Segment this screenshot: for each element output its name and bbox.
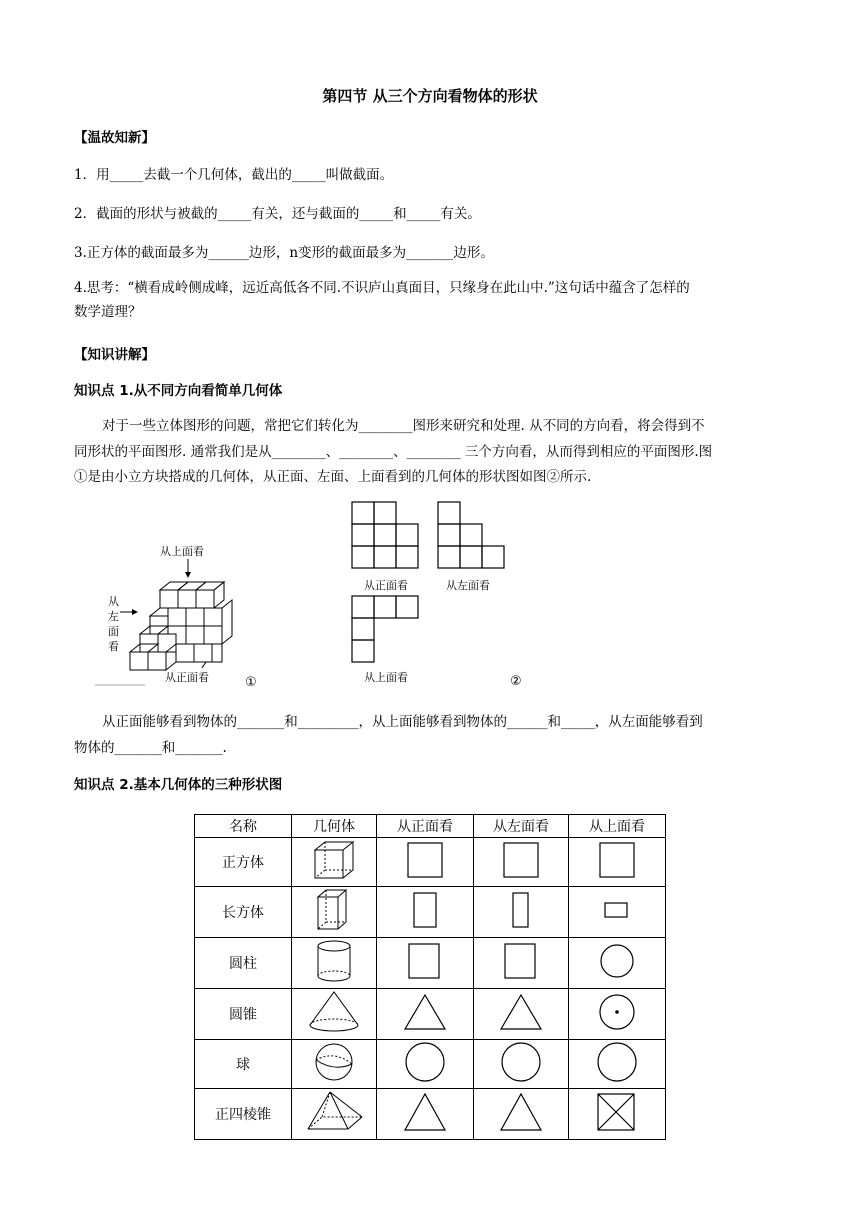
rectangle-icon [501,941,541,981]
question-4-line-2: 数学道理？ [74,304,142,320]
header-left: 从左面看 [474,815,569,838]
table-row [195,887,666,938]
header-solid: 几何体 [292,815,377,838]
fill-in-line-2: 物体的_______和_______. [74,740,227,756]
knowledge-point-2-title: 知识点 2.基本几何体的三种形状图 [74,777,283,793]
rectangle-icon [405,941,445,981]
row-name: 圆柱 [195,938,292,989]
circle-icon [499,1040,543,1084]
rectangle-tall-icon [410,890,440,930]
rectangle-narrow-icon [509,890,533,930]
header-front: 从正面看 [377,815,474,838]
table-row [195,938,666,989]
fig1-label-left-2: 左 [108,610,119,623]
question-4-line-1: 4.思考：“横看成岭侧成峰，远近高低各不同.不识庐山真面目，只缘身在此山中.”这句话中蕴含了怎样的 [74,280,690,296]
question-3: 3.正方体的截面最多为______边形，n变形的截面最多为_______边形。 [74,245,494,261]
header-name: 名称 [195,815,292,838]
table-row [195,1040,666,1089]
fig1-label-top: 从上面看 [160,545,204,558]
fig1-label-front: 从正面看 [165,671,209,684]
fig2-label-front: 从正面看 [364,579,408,592]
page-title: 第四节 从三个方向看物体的形状 [322,87,538,105]
square-icon [597,840,637,880]
point-1-paragraph-line-2: 同形状的平面图形. 通常我们是从________、________、________ 三个方向看，从而得到相应的平面图形.图 [74,444,713,460]
triangle-icon [498,992,544,1032]
square-icon [405,840,445,880]
fig1-label-left-3: 面 [108,625,119,638]
cylinder-icon [312,938,356,984]
circle-with-center-icon [597,992,637,1032]
section-review-heading: 【温故知新】 [74,130,155,146]
table-row [195,989,666,1040]
triangle-icon [498,1091,544,1133]
triangle-icon [402,992,448,1032]
pyramid-icon [304,1089,364,1135]
row-name: 球 [195,1040,292,1089]
fig1-label-left-4: 看 [108,640,119,653]
table-row [195,1089,666,1140]
fig2-marker: ② [510,674,522,689]
fig2-label-left: 从左面看 [446,579,490,592]
square-icon [501,840,541,880]
cube-icon [309,838,359,882]
table-row [195,838,666,887]
header-top: 从上面看 [569,815,666,838]
row-name: 长方体 [195,887,292,938]
triangle-icon [402,1091,448,1133]
question-1: 1．用_____去截一个几何体，截出的_____叫做截面。 [74,167,394,183]
row-name: 正方体 [195,838,292,887]
table-header-row [195,815,666,838]
figure-1-cube-stack [90,540,290,690]
fig1-label-left-1: 从 [108,595,119,608]
row-name: 圆锥 [195,989,292,1040]
fig2-label-top: 从上面看 [364,671,408,684]
point-1-paragraph-line-3: ①是由小立方块搭成的几何体，从正面、左面、上面看到的几何体的形状图如图②所示. [74,469,592,485]
square-with-diagonals-icon [595,1091,639,1133]
three-views-table [194,814,666,1140]
cone-icon [306,989,362,1035]
circle-icon [597,941,637,981]
knowledge-point-1-title: 知识点 1.从不同方向看简单几何体 [74,383,283,399]
circle-icon [403,1040,447,1084]
point-1-paragraph-line-1: 对于一些立体图形的问题，常把它们转化为________图形来研究和处理. 从不同的方向看，将会得到不 [102,418,705,434]
cuboid-icon [312,887,356,933]
section-knowledge-heading: 【知识讲解】 [74,347,155,363]
rectangle-wide-icon [602,899,632,921]
question-2: 2．截面的形状与被截的_____有关，还与截面的_____和_____有关。 [74,206,481,222]
fill-in-line-1: 从正面能够看到物体的_______和_________，从上面能够看到物体的______和_____，从左面能够看到 [102,714,703,730]
fig1-marker: ① [245,675,257,690]
sphere-icon [312,1040,356,1084]
circle-icon [595,1040,639,1084]
figure-2-three-views [340,498,540,693]
row-name: 正四棱锥 [195,1089,292,1140]
